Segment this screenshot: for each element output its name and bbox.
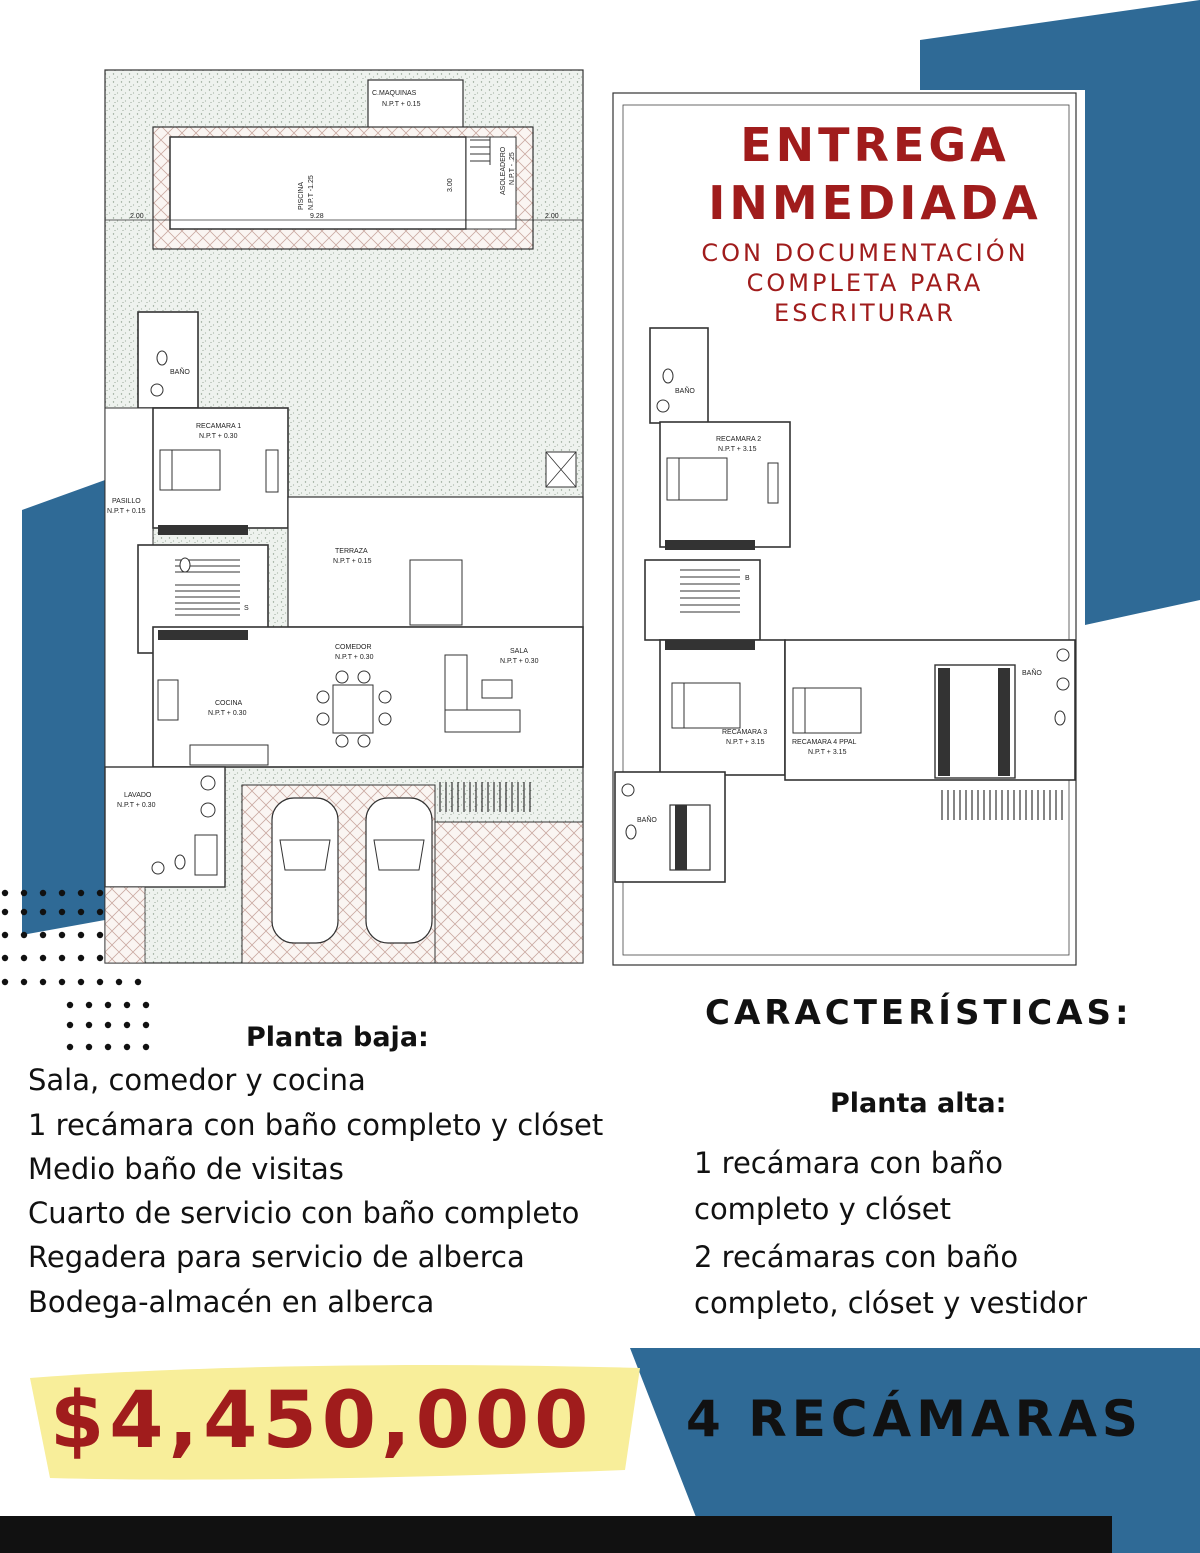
subheadline-line2: COMPLETA PARA xyxy=(746,269,984,297)
dot xyxy=(97,979,103,985)
dot xyxy=(2,932,8,938)
dot xyxy=(86,1044,92,1050)
dot xyxy=(59,979,65,985)
subheadline-line1: CON DOCUMENTACIÓN xyxy=(701,239,1029,267)
ground-feature-6: Bodega-almacén en alberca xyxy=(28,1285,435,1319)
label-stairs-s: S xyxy=(244,605,249,612)
price: $4,450,000 xyxy=(50,1376,594,1466)
label-terraza-npt: N.P.T + 0.15 xyxy=(333,558,372,565)
dot xyxy=(59,890,65,896)
dot xyxy=(105,1022,111,1028)
label-asoleadero: ASOLEADERO xyxy=(500,146,507,195)
dot xyxy=(97,890,103,896)
dot xyxy=(21,890,27,896)
dot xyxy=(40,932,46,938)
label-dim-left: 2.00 xyxy=(130,213,144,220)
dot xyxy=(78,979,84,985)
headline-line2: INMEDIADA xyxy=(708,176,1042,230)
dot xyxy=(97,932,103,938)
label-stairs-b: B xyxy=(745,575,750,582)
dot xyxy=(78,955,84,961)
dot xyxy=(143,1044,149,1050)
label-recamara1-npt: N.P.T + 0.30 xyxy=(199,433,238,440)
label-recamara2: RECAMARA 2 xyxy=(716,436,762,443)
label-lavado: LAVADO xyxy=(124,792,152,799)
dot xyxy=(78,909,84,915)
dot xyxy=(21,909,27,915)
upper-feature-4: completo, clóset y vestidor xyxy=(694,1286,1088,1320)
dot xyxy=(2,979,8,985)
dot xyxy=(86,1002,92,1008)
label-lavado-npt: N.P.T + 0.30 xyxy=(117,802,156,809)
label-comedor: COMEDOR xyxy=(335,644,372,651)
label-dim-mid: 9.28 xyxy=(310,213,324,220)
ground-feature-2: 1 recámara con baño completo y clóset xyxy=(28,1108,604,1142)
label-pasillo: PASILLO xyxy=(112,498,141,505)
label-recamara3: RECAMARA 3 xyxy=(722,729,768,736)
bedrooms-count: 4 RECÁMARAS xyxy=(686,1390,1143,1448)
label-sala-npt: N.P.T + 0.30 xyxy=(500,658,539,665)
label-bano-ground: BAÑO xyxy=(170,369,190,376)
label-recamara4: RECAMARA 4 PPAL xyxy=(792,739,857,746)
label-bano-upper-right: BAÑO xyxy=(1022,670,1042,677)
dot xyxy=(97,955,103,961)
dot xyxy=(40,890,46,896)
upper-feature-1: 1 recámara con baño xyxy=(694,1146,1004,1180)
label-pasillo-npt: N.P.T + 0.15 xyxy=(107,508,146,515)
label-recamara2-npt: N.P.T + 3.15 xyxy=(718,446,757,453)
dot xyxy=(59,955,65,961)
dot xyxy=(105,1002,111,1008)
dot xyxy=(105,1044,111,1050)
ground-floor-plan xyxy=(105,70,583,963)
label-cocina: COCINA xyxy=(215,700,243,707)
dot xyxy=(21,979,27,985)
dot xyxy=(124,1022,130,1028)
label-maquinas-npt: N.P.T + 0.15 xyxy=(382,101,421,108)
dot xyxy=(2,955,8,961)
upper-floor-title: Planta alta: xyxy=(830,1088,1007,1119)
dot xyxy=(116,979,122,985)
dot xyxy=(124,1002,130,1008)
dot xyxy=(59,932,65,938)
dot xyxy=(59,909,65,915)
ground-feature-1: Sala, comedor y cocina xyxy=(28,1063,366,1097)
dot xyxy=(67,1002,73,1008)
ground-feature-3: Medio baño de visitas xyxy=(28,1152,344,1186)
bottom-bar xyxy=(0,1516,1112,1553)
ground-floor-title: Planta baja: xyxy=(246,1022,429,1053)
dot xyxy=(21,955,27,961)
label-piscina-npt: N.P.T -1.25 xyxy=(308,175,315,210)
subheadline-line3: ESCRITURAR xyxy=(774,299,956,327)
label-recamara4-npt: N.P.T + 3.15 xyxy=(808,749,847,756)
dot xyxy=(2,909,8,915)
dot xyxy=(86,1022,92,1028)
dot xyxy=(2,890,8,896)
dot xyxy=(40,909,46,915)
dot xyxy=(40,979,46,985)
ground-feature-4: Cuarto de servicio con baño completo xyxy=(28,1196,580,1230)
label-dim-right: 2.00 xyxy=(545,213,559,220)
features-title: CARACTERÍSTICAS: xyxy=(705,993,1133,1033)
dot xyxy=(67,1022,73,1028)
upper-feature-3: 2 recámaras con baño xyxy=(694,1240,1019,1274)
headline-line1: ENTREGA xyxy=(740,118,1010,172)
label-sala: SALA xyxy=(510,648,528,655)
dot xyxy=(124,1044,130,1050)
label-comedor-npt: N.P.T + 0.30 xyxy=(335,654,374,661)
blue-shape-left xyxy=(22,480,105,935)
label-bano-upper-bottom: BAÑO xyxy=(637,817,657,824)
label-bano-upper-top: BAÑO xyxy=(675,388,695,395)
label-recamara1: RECAMARA 1 xyxy=(196,423,242,430)
label-recamara3-npt: N.P.T + 3.15 xyxy=(726,739,765,746)
label-piscina: PISCINA xyxy=(298,181,305,210)
label-maquinas: C.MAQUINAS xyxy=(372,90,417,97)
dot xyxy=(21,932,27,938)
ground-feature-5: Regadera para servicio de alberca xyxy=(28,1240,525,1274)
dot xyxy=(78,890,84,896)
label-dim-vertical: 3.00 xyxy=(447,178,454,192)
dot xyxy=(135,979,141,985)
upper-feature-2: completo y clóset xyxy=(694,1192,952,1226)
dot xyxy=(97,909,103,915)
label-cocina-npt: N.P.T + 0.30 xyxy=(208,710,247,717)
dot xyxy=(78,932,84,938)
dot xyxy=(143,1002,149,1008)
dot xyxy=(67,1044,73,1050)
dot xyxy=(40,955,46,961)
label-asoleadero-npt: N.P.T - .25 xyxy=(509,152,516,185)
label-terraza: TERRAZA xyxy=(335,548,368,555)
dot xyxy=(143,1022,149,1028)
